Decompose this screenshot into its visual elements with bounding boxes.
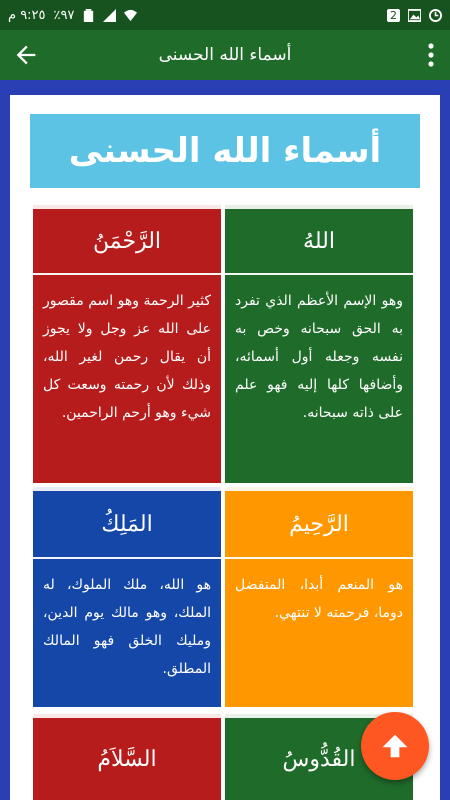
status-left (8, 8, 137, 23)
name-title: الرَّحْمَنُ (92, 228, 162, 254)
page-title: أسماء الله الحسنى (158, 45, 292, 65)
name-card-allah-title[interactable] (225, 205, 413, 273)
name-card-rahman-title[interactable] (33, 205, 221, 273)
notification-badge: 2 (387, 9, 400, 22)
arrow-up-icon (380, 731, 410, 761)
name-card-malik-body (33, 557, 221, 707)
image-icon (408, 9, 421, 22)
name-title: السَّلاَمُ (97, 746, 157, 772)
back-arrow-icon[interactable] (12, 41, 40, 69)
name-title: المَلِكُ (101, 511, 153, 537)
name-description: وهو الإسم الأعظم الذي تفرد به الحق سبحانه وخص به نفسه وجعله أول أسمائه، وأضافها كلها إليه فهو علم على ذاته سبحانه. (235, 293, 403, 421)
app-bar (0, 30, 450, 80)
name-card-raheem-title[interactable] (225, 487, 413, 557)
name-card-raheem-body (225, 557, 413, 707)
names-banner (30, 114, 420, 188)
name-card-rahman-body (33, 273, 221, 483)
name-description: كثير الرحمة وهو اسم مقصور على الله عز وجل ولا يجوز أن يقال رحمن لغير الله، وذلك لأن رحمته وسعت كل شيء وهو أرحم الراحمين. (43, 293, 211, 421)
banner-title: أسماء الله الحسنى (68, 131, 382, 171)
battery-icon (82, 9, 95, 22)
status-time: ٩:٢٥ م (8, 7, 46, 23)
name-title: الرَّحِيمُ (289, 511, 349, 537)
name-title: اللهُ (303, 228, 335, 254)
name-description: هو المنعم أبدا، المتفضل دوما، فرحمته لا تنتهي. (235, 577, 403, 621)
scroll-to-top-button[interactable] (361, 712, 429, 780)
signal-icon (103, 9, 116, 22)
status-bar (0, 0, 450, 30)
name-title: القُدُّوسُ (282, 746, 356, 772)
name-card-malik-title[interactable] (33, 487, 221, 557)
name-card-allah-body (225, 273, 413, 483)
battery-level: ٪٩٧ (53, 7, 75, 23)
name-description: هو الله، ملك الملوك، له الملك، وهو مالك يوم الدين، ومليك الخلق فهو المالك المطلق. (43, 577, 211, 677)
more-vert-icon[interactable] (426, 43, 436, 67)
wifi-icon (124, 9, 137, 22)
clock-icon (429, 9, 442, 22)
status-right (387, 9, 442, 22)
name-card-salam-title[interactable] (33, 714, 221, 800)
